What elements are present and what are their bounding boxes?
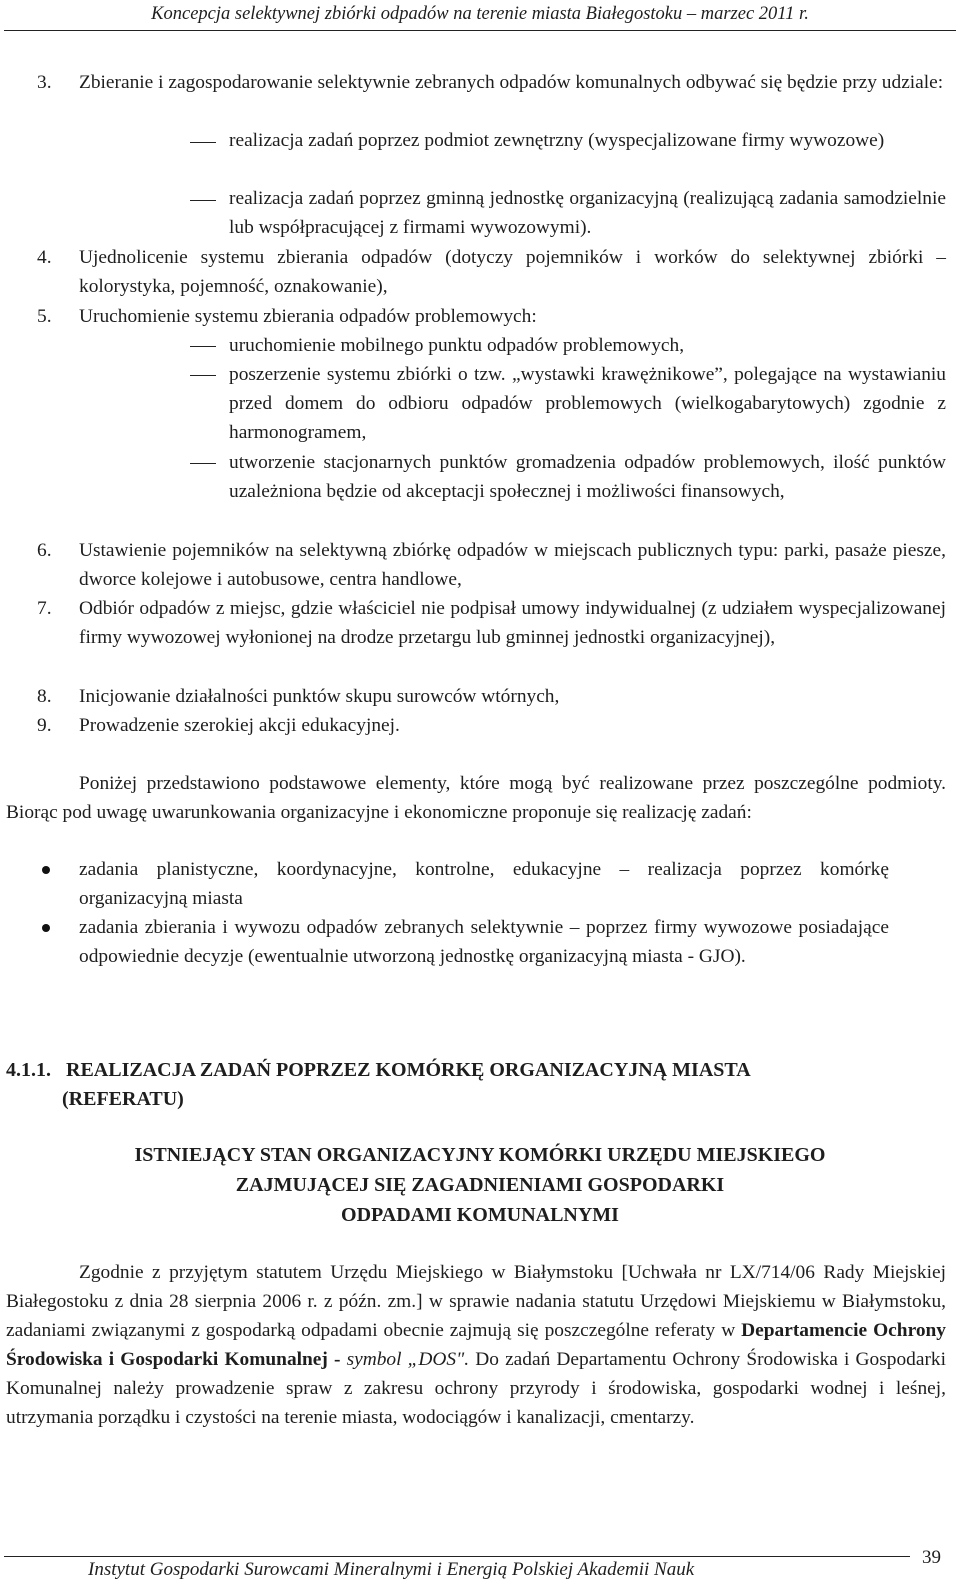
dash-marker [190, 463, 216, 464]
list-item-text: Ustawienie pojemników na selektywną zbiórkę odpadów w miejscach publicznych typu: parki, pasaże piesze, dworce kolejowe i autobusowe, centra handlowe, [79, 540, 946, 590]
list-item-text: Inicjowanie działalności punktów skupu surowców wtórnych, [79, 686, 560, 707]
section-title-continued: (REFERATU) [62, 1088, 184, 1110]
bullet-item-text: zadania zbierania i wywozu odpadów zebranych selektywnie – poprzez firmy wywozowe posiadające odpowiednie decyzje (ewentualnie utworzoną jednostkę organizacyjną miasta - GJO). [79, 917, 889, 967]
department-symbol: symbol „DOS". [346, 1349, 470, 1370]
list-number: 9. [37, 715, 52, 736]
sub-item-text: realizacja zadań poprzez podmiot zewnętrzny (wyspecjalizowane firmy wywozowe) [229, 130, 885, 151]
list-item-text: Prowadzenie szerokiej akcji edukacyjnej. [79, 715, 400, 736]
bullet-marker [42, 924, 50, 932]
bullet-marker [42, 866, 50, 874]
intro-paragraph: Poniżej przedstawiono podstawowe elementy, które mogą być realizowane przez poszczególne podmioty. Biorąc pod uwagę uwarunkowania organizacyjne i ekonomiczne proponuje się realizację zadań: [6, 773, 946, 823]
list-item-text: Odbiór odpadów z miejsc, gdzie właściciel nie podpisał umowy indywidualnej (z udziałem wyspecjalizowanej firmy wywozowej wyłonionej na drodze przetargu lub gminnej jednostki organizacyjnej), [79, 598, 946, 648]
list-number: 8. [37, 686, 52, 707]
sub-item-text: realizacja zadań poprzez gminną jednostkę organizacyjną (realizującą zadania samodzielnie lub współpracującej z firmami wywozowymi). [229, 188, 946, 238]
list-number: 4. [37, 247, 52, 268]
subheading-line: ISTNIEJĄCY STAN ORGANIZACYJNY KOMÓRKI URZĘDU MIEJSKIEGO [134, 1144, 826, 1166]
list-item-text: Zbieranie i zagospodarowanie selektywnie zebranych odpadów komunalnych odbywać się będzie przy udziale: [79, 72, 944, 93]
footer-divider [4, 1556, 910, 1557]
sub-item-text: poszerzenie systemu zbiórki o tzw. „wystawki krawężnikowe”, polegające na wystawianiu przed domem do odbioru odpadów problemowych (wielkogabarytowych) zgodnie z harmonogramem, [229, 364, 946, 443]
list-number: 6. [37, 540, 52, 561]
header-divider [4, 30, 956, 31]
sub-item-text: utworzenie stacjonarnych punktów gromadzenia odpadów problemowych, ilość punktów uzależniona będzie od akceptacji społecznej i możliwości finansowych, [229, 452, 946, 502]
dash-marker [190, 142, 216, 143]
list-number: 7. [37, 598, 52, 619]
statute-text: Zgodnie z przyjętym statutem Urzędu Miejskiego w Białymstoku [Uchwała nr LX/714/06 Rady Miejskiej Białegostoku z dnia 28 sierpnia 2006 r. z późn. zm.] w sprawie nadania statutu Urzędowi Miejskiemu w Białymstoku, zadaniami związanymi z gospodarką odpadami obecnie zajmują się poszczególne referaty w [6, 1262, 946, 1341]
running-header: Koncepcja selektywnej zbiórki odpadów na terenie miasta Białegostoku – marzec 2011 r. [151, 4, 809, 24]
list-item-text: Ujednolicenie systemu zbierania odpadów (dotyczy pojemników i worków do selektywnej zbiórki – kolorystyka, pojemność, oznakowanie), [79, 247, 946, 297]
statute-paragraph [6, 1258, 946, 1432]
section-title: REALIZACJA ZADAŃ POPRZEZ KOMÓRKĘ ORGANIZACYJNĄ MIASTA [66, 1059, 751, 1081]
section-number: 4.1.1. [6, 1059, 51, 1081]
footer-institution: Instytut Gospodarki Surowcami Mineralnymi i Energią Polskiej Akademii Nauk [88, 1559, 695, 1580]
department-name: Departamencie Ochrony Środowiska i Gospodarki Komunalnej - [6, 1320, 946, 1370]
bullet-item-text: zadania planistyczne, koordynacyjne, kontrolne, edukacyjne – realizacja poprzez komórkę organizacyjną miasta [79, 859, 889, 909]
page-number: 39 [922, 1547, 941, 1568]
list-item-text: Uruchomienie systemu zbierania odpadów problemowych: [79, 306, 537, 327]
department-tasks-text: Do zadań Departamentu Ochrony Środowiska i Gospodarki Komunalnej należy prowadzenie spraw z zakresu ochrony przyrody i środowiska, gospodarki wodnej i leśnej, utrzymania porządku i czystości na terenie miasta, wodociągów i kanalizacji, cmentarzy. [6, 1349, 946, 1428]
sub-item-text: uruchomienie mobilnego punktu odpadów problemowych, [229, 335, 685, 356]
subheading-line: ZAJMUJĄCEJ SIĘ ZAGADNIENIAMI GOSPODARKI [235, 1174, 725, 1196]
subheading-line: ODPADAMI KOMUNALNYMI [341, 1204, 619, 1226]
dash-marker [190, 346, 216, 347]
list-number: 5. [37, 306, 52, 327]
list-number: 3. [37, 72, 52, 93]
dash-marker [190, 375, 216, 376]
dash-marker [190, 200, 216, 201]
